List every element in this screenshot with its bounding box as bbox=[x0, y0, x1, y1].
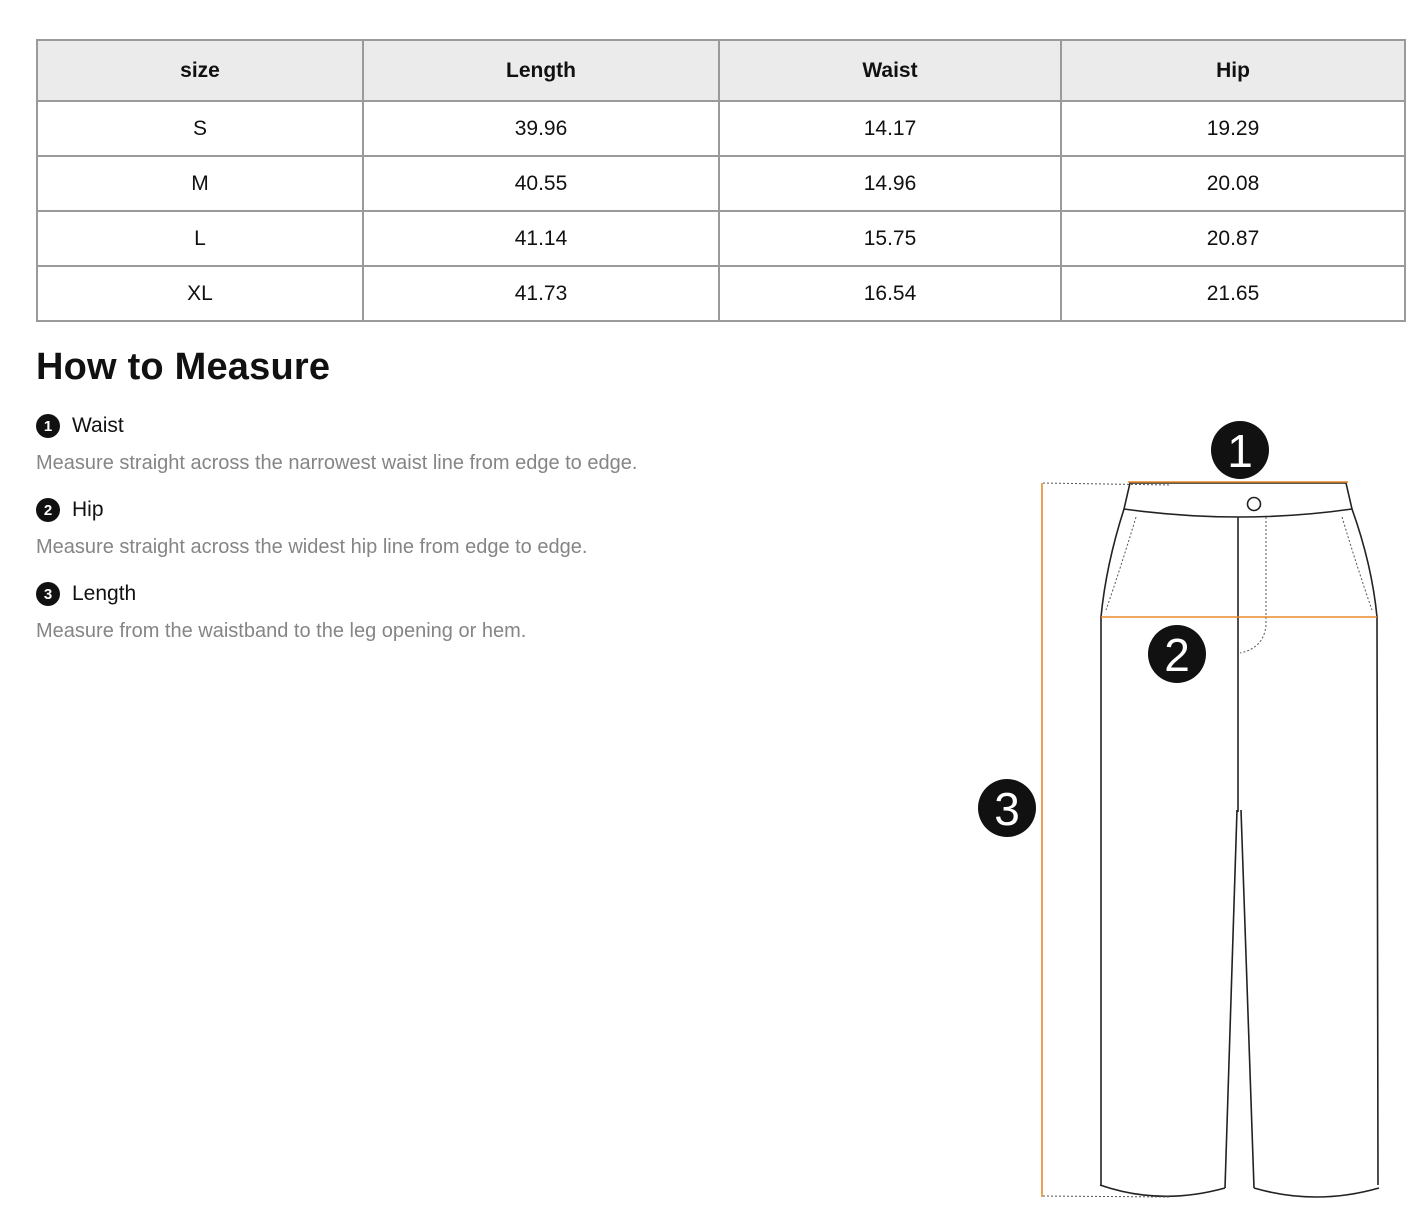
cell-waist: 14.96 bbox=[719, 156, 1061, 211]
number-badge-icon: 2 bbox=[36, 498, 60, 522]
measure-item-length bbox=[36, 578, 896, 662]
marker-1-icon bbox=[1211, 421, 1269, 479]
cell-size: XL bbox=[37, 266, 363, 321]
marker-label: 3 bbox=[994, 783, 1020, 835]
header-size: size bbox=[37, 40, 363, 101]
measure-name: Waist bbox=[72, 414, 124, 437]
measure-instructions bbox=[36, 410, 896, 662]
cell-waist: 16.54 bbox=[719, 266, 1061, 321]
cell-length: 39.96 bbox=[363, 101, 719, 156]
table-header-row bbox=[37, 40, 1405, 101]
measure-item-hip bbox=[36, 494, 896, 578]
cell-length: 41.73 bbox=[363, 266, 719, 321]
measure-description: Measure from the waistband to the leg opening or hem. bbox=[36, 620, 527, 642]
cell-hip: 20.87 bbox=[1061, 211, 1405, 266]
pants-measurement-diagram bbox=[960, 405, 1400, 1215]
cell-hip: 19.29 bbox=[1061, 101, 1405, 156]
measure-description: Measure straight across the narrowest waist line from edge to edge. bbox=[36, 452, 638, 474]
cell-length: 41.14 bbox=[363, 211, 719, 266]
marker-label: 2 bbox=[1164, 629, 1190, 681]
marker-label: 1 bbox=[1227, 425, 1253, 477]
marker-3-icon bbox=[978, 779, 1036, 837]
header-waist: Waist bbox=[719, 40, 1061, 101]
cell-hip: 21.65 bbox=[1061, 266, 1405, 321]
measure-name: Hip bbox=[72, 498, 104, 521]
table-row bbox=[37, 266, 1405, 321]
measure-description: Measure straight across the widest hip line from edge to edge. bbox=[36, 536, 588, 558]
cell-size: S bbox=[37, 101, 363, 156]
cell-hip: 20.08 bbox=[1061, 156, 1405, 211]
cell-length: 40.55 bbox=[363, 156, 719, 211]
size-chart-table bbox=[36, 39, 1406, 322]
pants-outline-icon bbox=[1100, 483, 1379, 1197]
how-to-measure-title: How to Measure bbox=[36, 346, 331, 388]
measure-line bbox=[1042, 482, 1377, 1197]
measure-item-waist bbox=[36, 410, 896, 494]
cell-waist: 15.75 bbox=[719, 211, 1061, 266]
marker-2-icon bbox=[1148, 625, 1206, 683]
table-row bbox=[37, 211, 1405, 266]
number-badge-icon: 1 bbox=[36, 414, 60, 438]
measure-name: Length bbox=[72, 582, 137, 605]
header-hip: Hip bbox=[1061, 40, 1405, 101]
header-length: Length bbox=[363, 40, 719, 101]
number-badge-icon: 3 bbox=[36, 582, 60, 606]
cell-waist: 14.17 bbox=[719, 101, 1061, 156]
cell-size: L bbox=[37, 211, 363, 266]
table-row bbox=[37, 156, 1405, 211]
table-row bbox=[37, 101, 1405, 156]
cell-size: M bbox=[37, 156, 363, 211]
